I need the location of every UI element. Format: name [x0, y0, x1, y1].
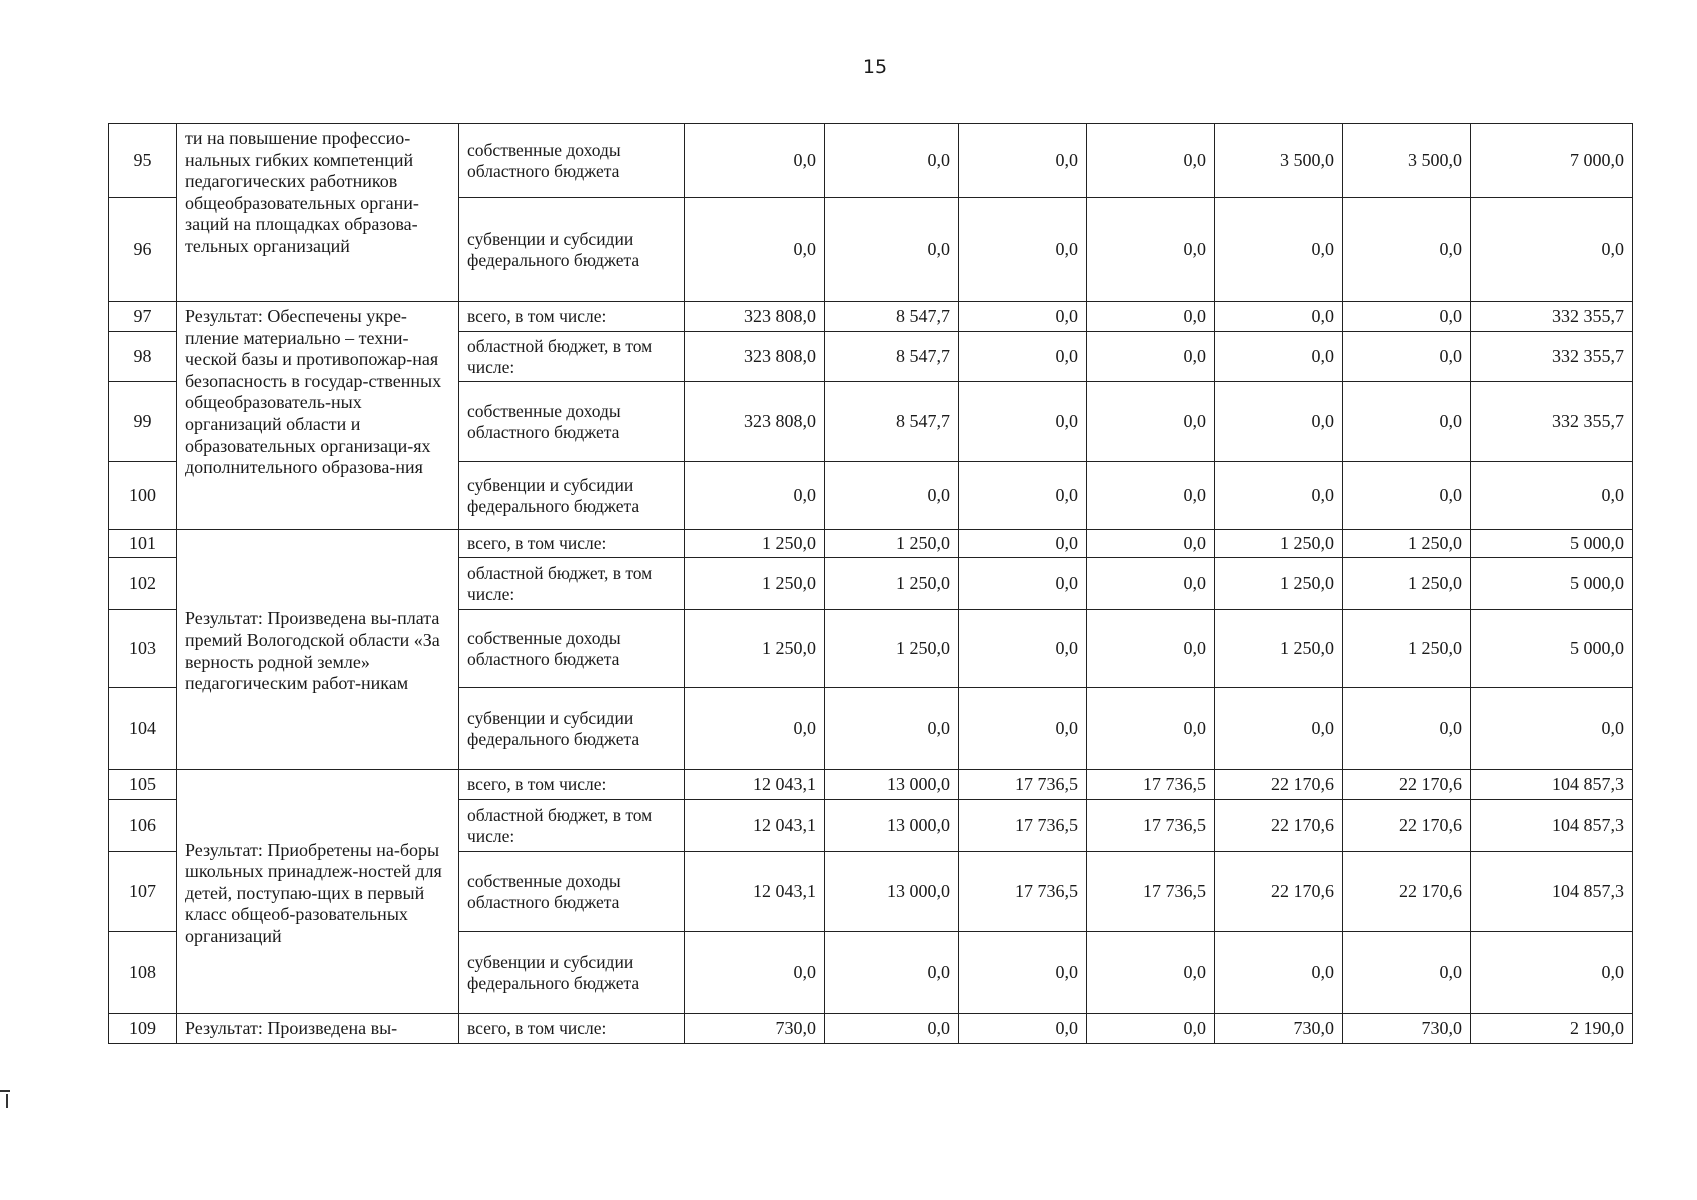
- amount-cell: 0,0: [1087, 688, 1215, 770]
- amount-cell: 0,0: [825, 124, 959, 198]
- amount-cell: 0,0: [685, 688, 825, 770]
- amount-cell: 730,0: [685, 1014, 825, 1044]
- row-number: 105: [109, 770, 177, 800]
- amount-cell: 323 808,0: [685, 382, 825, 462]
- amount-cell: 323 808,0: [685, 302, 825, 332]
- edge-mark: [0, 1090, 10, 1092]
- amount-cell: 0,0: [1087, 462, 1215, 530]
- funding-source: областной бюджет, в том числе:: [459, 332, 685, 382]
- amount-cell: 0,0: [1215, 332, 1343, 382]
- funding-source: всего, в том числе:: [459, 302, 685, 332]
- amount-cell: 5 000,0: [1471, 610, 1633, 688]
- page-number: 15: [862, 56, 888, 78]
- amount-cell: 0,0: [1215, 302, 1343, 332]
- amount-cell: 13 000,0: [825, 800, 959, 852]
- amount-cell: 1 250,0: [685, 610, 825, 688]
- amount-cell: 3 500,0: [1343, 124, 1471, 198]
- row-number: 99: [109, 382, 177, 462]
- result-description: Результат: Приобретены на-боры школьных принадлеж-ностей для детей, поступаю-щих в первый класс общеоб-разовательных организаций: [177, 770, 459, 1014]
- amount-cell: 0,0: [825, 932, 959, 1014]
- amount-cell: 8 547,7: [825, 382, 959, 462]
- amount-cell: 104 857,3: [1471, 800, 1633, 852]
- amount-cell: 0,0: [1087, 1014, 1215, 1044]
- amount-cell: 1 250,0: [1215, 530, 1343, 558]
- amount-cell: 332 355,7: [1471, 302, 1633, 332]
- amount-cell: 7 000,0: [1471, 124, 1633, 198]
- amount-cell: 0,0: [1471, 688, 1633, 770]
- funding-source: собственные доходы областного бюджета: [459, 852, 685, 932]
- row-number: 100: [109, 462, 177, 530]
- amount-cell: 0,0: [959, 462, 1087, 530]
- amount-cell: 0,0: [1343, 198, 1471, 302]
- amount-cell: 0,0: [685, 198, 825, 302]
- amount-cell: 22 170,6: [1343, 852, 1471, 932]
- amount-cell: 12 043,1: [685, 852, 825, 932]
- table-row: [109, 302, 1633, 332]
- row-number: 109: [109, 1014, 177, 1044]
- amount-cell: 332 355,7: [1471, 382, 1633, 462]
- amount-cell: 0,0: [1215, 382, 1343, 462]
- amount-cell: 0,0: [1087, 558, 1215, 610]
- funding-source: всего, в том числе:: [459, 530, 685, 558]
- amount-cell: 8 547,7: [825, 332, 959, 382]
- amount-cell: 0,0: [1215, 462, 1343, 530]
- budget-table: [108, 123, 1633, 1044]
- amount-cell: 323 808,0: [685, 332, 825, 382]
- amount-cell: 0,0: [825, 462, 959, 530]
- funding-source: областной бюджет, в том числе:: [459, 800, 685, 852]
- amount-cell: 22 170,6: [1215, 770, 1343, 800]
- row-number: 102: [109, 558, 177, 610]
- funding-source: субвенции и субсидии федерального бюджета: [459, 932, 685, 1014]
- amount-cell: 22 170,6: [1343, 800, 1471, 852]
- amount-cell: 5 000,0: [1471, 558, 1633, 610]
- amount-cell: 1 250,0: [685, 558, 825, 610]
- amount-cell: 0,0: [1087, 332, 1215, 382]
- funding-source: субвенции и субсидии федерального бюджета: [459, 198, 685, 302]
- amount-cell: 0,0: [959, 932, 1087, 1014]
- amount-cell: 17 736,5: [959, 770, 1087, 800]
- amount-cell: 12 043,1: [685, 800, 825, 852]
- amount-cell: 17 736,5: [959, 852, 1087, 932]
- amount-cell: 1 250,0: [1343, 530, 1471, 558]
- amount-cell: 3 500,0: [1215, 124, 1343, 198]
- table-row: [109, 530, 1633, 558]
- amount-cell: 0,0: [1343, 382, 1471, 462]
- amount-cell: 17 736,5: [1087, 800, 1215, 852]
- amount-cell: 104 857,3: [1471, 852, 1633, 932]
- amount-cell: 0,0: [1087, 124, 1215, 198]
- amount-cell: 1 250,0: [1343, 558, 1471, 610]
- amount-cell: 13 000,0: [825, 852, 959, 932]
- amount-cell: 17 736,5: [1087, 770, 1215, 800]
- amount-cell: 12 043,1: [685, 770, 825, 800]
- amount-cell: 0,0: [685, 932, 825, 1014]
- amount-cell: 0,0: [685, 462, 825, 530]
- amount-cell: 0,0: [1087, 198, 1215, 302]
- amount-cell: 730,0: [1215, 1014, 1343, 1044]
- row-number: 98: [109, 332, 177, 382]
- amount-cell: 0,0: [1343, 932, 1471, 1014]
- funding-source: собственные доходы областного бюджета: [459, 382, 685, 462]
- row-number: 103: [109, 610, 177, 688]
- table-row: [109, 124, 1633, 198]
- amount-cell: 22 170,6: [1343, 770, 1471, 800]
- amount-cell: 0,0: [1471, 198, 1633, 302]
- amount-cell: 0,0: [959, 382, 1087, 462]
- amount-cell: 5 000,0: [1471, 530, 1633, 558]
- amount-cell: 0,0: [959, 198, 1087, 302]
- amount-cell: 0,0: [959, 558, 1087, 610]
- amount-cell: 730,0: [1343, 1014, 1471, 1044]
- table-body: [109, 124, 1633, 1044]
- amount-cell: 0,0: [1087, 302, 1215, 332]
- amount-cell: 0,0: [959, 302, 1087, 332]
- result-description: ти на повышение профессио-нальных гибких компетенций педагогических работников общеобразовательных органи-заций на площадках образова-тельных организаций: [177, 124, 459, 302]
- row-number: 107: [109, 852, 177, 932]
- amount-cell: 0,0: [1087, 932, 1215, 1014]
- result-description: Результат: Обеспечены укре-пление материально – техни-ческой базы и противопожар-ная безопасность в государ-ственных общеобразователь-ных организаций области и образовательных организаци-ях дополнительного образова-ния: [177, 302, 459, 530]
- amount-cell: 104 857,3: [1471, 770, 1633, 800]
- amount-cell: 1 250,0: [1343, 610, 1471, 688]
- amount-cell: 22 170,6: [1215, 800, 1343, 852]
- edge-mark: [6, 1094, 8, 1108]
- amount-cell: 1 250,0: [1215, 558, 1343, 610]
- row-number: 95: [109, 124, 177, 198]
- amount-cell: 1 250,0: [825, 558, 959, 610]
- amount-cell: 0,0: [1343, 302, 1471, 332]
- amount-cell: 0,0: [1471, 932, 1633, 1014]
- table-row: [109, 1014, 1633, 1044]
- amount-cell: 1 250,0: [685, 530, 825, 558]
- funding-source: субвенции и субсидии федерального бюджета: [459, 462, 685, 530]
- amount-cell: 17 736,5: [959, 800, 1087, 852]
- funding-source: собственные доходы областного бюджета: [459, 610, 685, 688]
- row-number: 97: [109, 302, 177, 332]
- amount-cell: 0,0: [1343, 688, 1471, 770]
- funding-source: субвенции и субсидии федерального бюджета: [459, 688, 685, 770]
- amount-cell: 0,0: [1343, 462, 1471, 530]
- funding-source: областной бюджет, в том числе:: [459, 558, 685, 610]
- amount-cell: 0,0: [1087, 382, 1215, 462]
- amount-cell: 0,0: [685, 124, 825, 198]
- amount-cell: 0,0: [959, 1014, 1087, 1044]
- amount-cell: 22 170,6: [1215, 852, 1343, 932]
- amount-cell: 17 736,5: [1087, 852, 1215, 932]
- amount-cell: 332 355,7: [1471, 332, 1633, 382]
- amount-cell: 0,0: [1471, 462, 1633, 530]
- amount-cell: 0,0: [1215, 688, 1343, 770]
- amount-cell: 0,0: [1215, 932, 1343, 1014]
- amount-cell: 0,0: [1215, 198, 1343, 302]
- amount-cell: 0,0: [959, 124, 1087, 198]
- amount-cell: 0,0: [1087, 530, 1215, 558]
- amount-cell: 0,0: [825, 198, 959, 302]
- amount-cell: 0,0: [1087, 610, 1215, 688]
- result-description: Результат: Произведена вы-плата премий Вологодской области «За верность родной земле» педагогическим работ-никам: [177, 530, 459, 770]
- amount-cell: 13 000,0: [825, 770, 959, 800]
- row-number: 106: [109, 800, 177, 852]
- amount-cell: 0,0: [825, 688, 959, 770]
- funding-source: всего, в том числе:: [459, 770, 685, 800]
- amount-cell: 0,0: [1343, 332, 1471, 382]
- table-row: [109, 770, 1633, 800]
- row-number: 104: [109, 688, 177, 770]
- amount-cell: 1 250,0: [825, 530, 959, 558]
- amount-cell: 2 190,0: [1471, 1014, 1633, 1044]
- amount-cell: 0,0: [959, 332, 1087, 382]
- amount-cell: 0,0: [959, 610, 1087, 688]
- amount-cell: 1 250,0: [1215, 610, 1343, 688]
- amount-cell: 8 547,7: [825, 302, 959, 332]
- amount-cell: 0,0: [959, 530, 1087, 558]
- amount-cell: 0,0: [825, 1014, 959, 1044]
- funding-source: собственные доходы областного бюджета: [459, 124, 685, 198]
- row-number: 101: [109, 530, 177, 558]
- row-number: 108: [109, 932, 177, 1014]
- result-description: Результат: Произведена вы-: [177, 1014, 459, 1044]
- amount-cell: 0,0: [959, 688, 1087, 770]
- funding-source: всего, в том числе:: [459, 1014, 685, 1044]
- amount-cell: 1 250,0: [825, 610, 959, 688]
- row-number: 96: [109, 198, 177, 302]
